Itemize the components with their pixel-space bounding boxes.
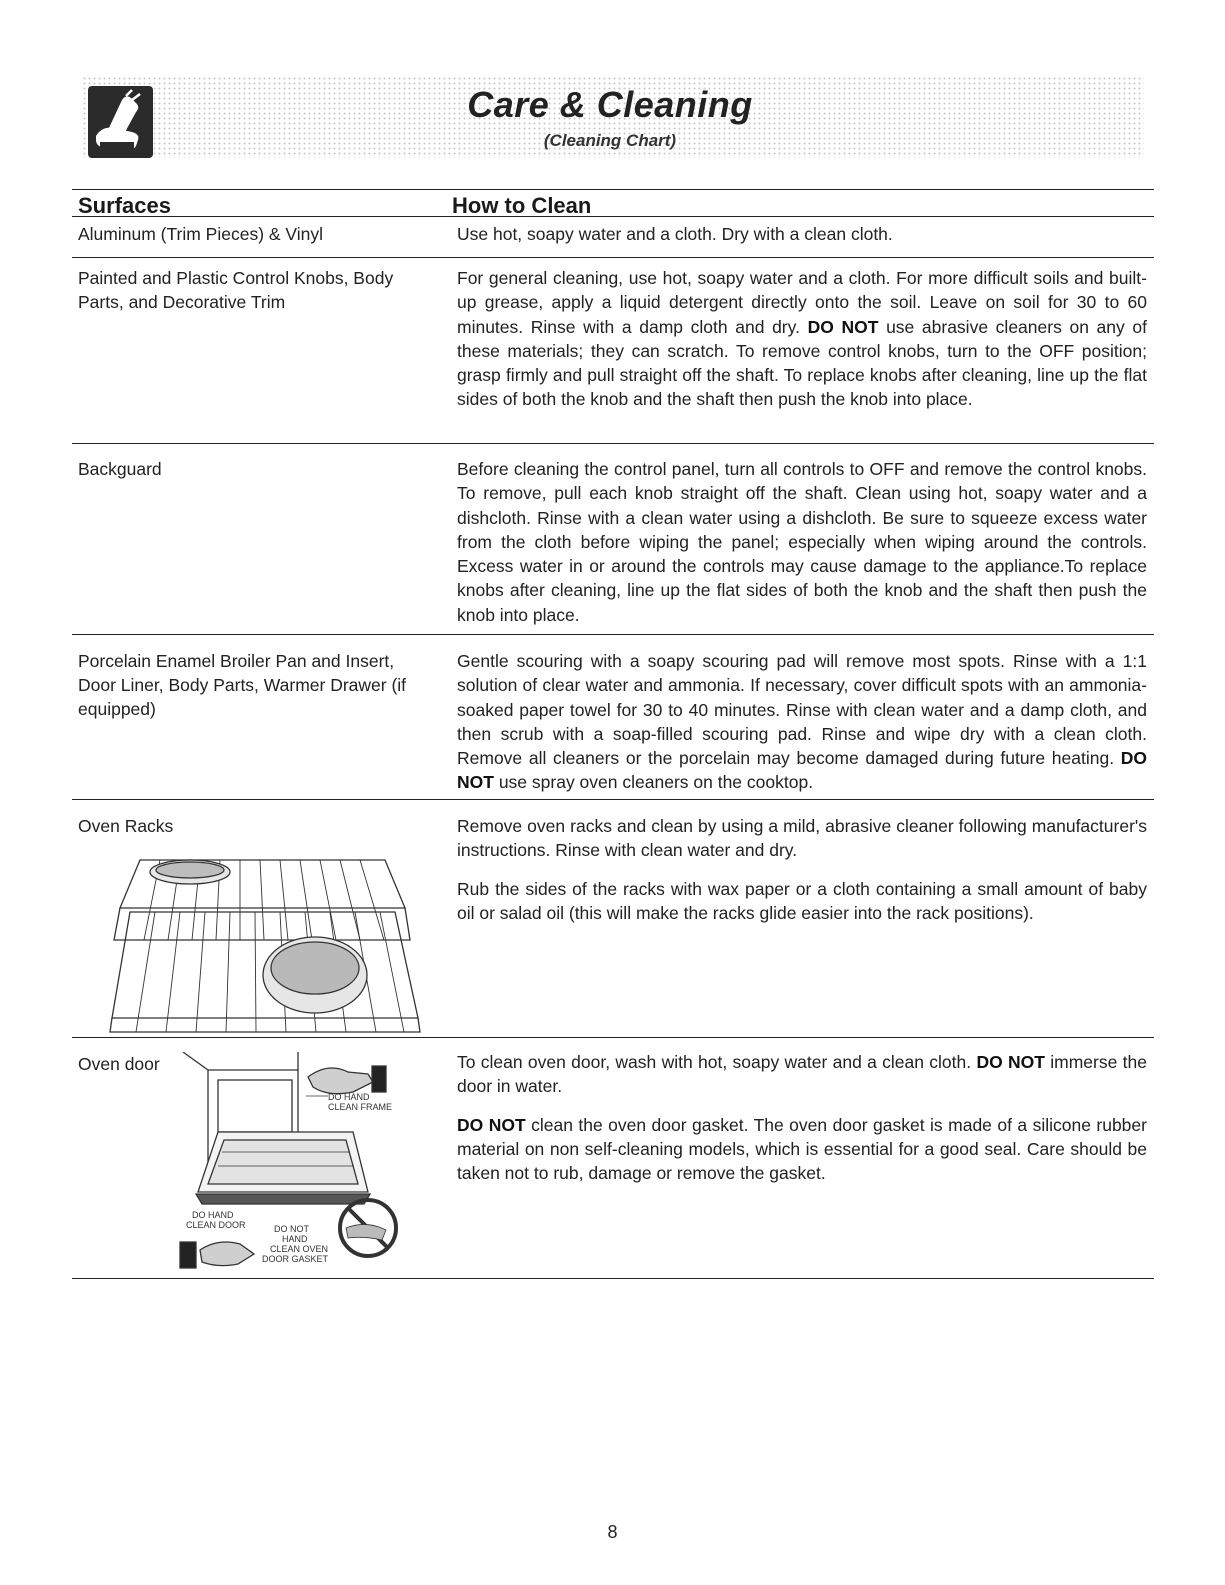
label-no-gasket-2: HAND bbox=[282, 1234, 308, 1244]
how-backguard-text: Before cleaning the control panel, turn all controls to OFF and remove the control knobs. To remove, pull each knob straight off the shaft. Clean using hot, soapy water and a dishcloth. Rinse with a clean water using a dishcloth. Be sure to squeeze excess water from the cloth before wiping the panel; especially when wiping around the controls. Excess water in or around the controls may cause damage to the appliance.To replace knobs after cleaning, line up the flat sides of both the knob and the shaft then push the knob into place. bbox=[457, 459, 1147, 625]
header-rule bbox=[72, 216, 1154, 217]
how-oven-racks bbox=[457, 814, 1147, 925]
how-oven-door-text-3: clean the oven door gasket. The oven door gasket is made of a silicone rubber material on non self-cleaning models, which is essential for a good seal. Care should be taken not to rub, damage or remove the gasket. bbox=[457, 1114, 1147, 1184]
row-divider bbox=[72, 443, 1154, 444]
how-oven-racks-text-2: Rub the sides of the racks with wax paper or a cloth containing a small amount of baby oil or salad oil (this will make the racks glide easier into the rack positions). bbox=[457, 878, 1147, 923]
oven-racks-illustration bbox=[100, 850, 430, 1040]
surface-porcelain-enamel: Porcelain Enamel Broiler Pan and Insert, Door Liner, Body Parts, Warmer Drawer (if equipped) bbox=[78, 651, 407, 719]
surface-control-knobs: Painted and Plastic Control Knobs, Body Parts, and Decorative Trim bbox=[78, 268, 394, 312]
how-oven-door-text-2: immerse the door in water. bbox=[457, 1052, 1147, 1097]
oven-door-illustration bbox=[178, 1052, 418, 1278]
column-header-surfaces: Surfaces bbox=[78, 193, 171, 218]
page-title: Care & Cleaning bbox=[467, 84, 753, 125]
how-backguard bbox=[457, 457, 1147, 627]
warning-do-not: DO NOT bbox=[976, 1052, 1045, 1072]
page-number: 8 bbox=[607, 1522, 618, 1542]
surface-oven-racks: Oven Racks bbox=[78, 816, 174, 836]
how-porcelain-text-2: use spray oven cleaners on the cooktop. bbox=[498, 772, 814, 793]
label-no-gasket-4: DOOR GASKET bbox=[262, 1254, 329, 1264]
how-oven-door-text-1: To clean oven door, wash with hot, soapy water and a clean cloth. bbox=[457, 1052, 972, 1072]
table-top-rule bbox=[72, 189, 1154, 190]
how-porcelain-enamel bbox=[457, 649, 1147, 795]
column-header-how-to-clean: How to Clean bbox=[452, 193, 592, 218]
how-control-knobs-text-2: use abrasive cleaners on any of these materials; they can scratch. To remove control knobs, turn to the OFF position; grasp firmly and pull straight off the shaft. To replace knobs after cleaning, line up the flat sides of both the knob and the shaft then push the knob into place. bbox=[457, 316, 1147, 410]
how-oven-door bbox=[457, 1050, 1147, 1185]
label-no-gasket-3: CLEAN OVEN bbox=[270, 1244, 329, 1254]
how-porcelain-text-1: Gentle scouring with a soapy scouring pad will remove most spots. Rinse with a 1:1 solution of clear water and ammonia. If necessary, cover difficult spots with an ammonia-soaked paper towel for 30 to 40 minutes. Rinse with clean water and a damp cloth, and then scrub with a soap-filled scouring pad. Rinse and wipe dry with a clean cloth. Remove all cleaners or the porcelain may become damaged during future heating. bbox=[457, 651, 1147, 769]
row-divider bbox=[72, 257, 1154, 258]
table-bottom-rule bbox=[72, 1278, 1154, 1279]
page-subtitle: (Cleaning Chart) bbox=[543, 131, 677, 150]
how-aluminum-vinyl bbox=[457, 222, 1147, 246]
warning-do-not: DO NOT bbox=[457, 748, 1147, 793]
label-do-hand-frame-1: DO HAND bbox=[328, 1092, 370, 1102]
hand-cleaning-icon bbox=[88, 86, 153, 158]
label-do-hand-door-1: DO HAND bbox=[192, 1210, 234, 1220]
label-do-hand-frame-2: CLEAN FRAME bbox=[328, 1102, 393, 1112]
row-divider bbox=[72, 634, 1154, 635]
row-divider bbox=[72, 799, 1154, 800]
warning-do-not: DO NOT bbox=[457, 1114, 526, 1135]
row-divider bbox=[72, 1037, 1154, 1038]
surface-oven-door: Oven door bbox=[78, 1054, 160, 1074]
warning-do-not: DO NOT bbox=[807, 316, 879, 337]
surface-aluminum-vinyl: Aluminum (Trim Pieces) & Vinyl bbox=[78, 224, 324, 244]
label-no-gasket-1: DO NOT bbox=[274, 1224, 309, 1234]
how-control-knobs-text-1: For general cleaning, use hot, soapy water and a cloth. For more difficult soils and built-up grease, apply a liquid detergent directly onto the soil. Leave on soil for 30 to 60 minutes. Rinse with a damp cloth and dry. bbox=[457, 268, 1147, 337]
label-do-hand-door-2: CLEAN DOOR bbox=[186, 1220, 246, 1230]
how-control-knobs bbox=[457, 266, 1147, 412]
how-aluminum-vinyl-text: Use hot, soapy water and a cloth. Dry with a clean cloth. bbox=[457, 224, 893, 244]
surface-backguard: Backguard bbox=[78, 459, 162, 479]
how-oven-racks-text-1: Remove oven racks and clean by using a mild, abrasive cleaner following manufacturer's instructions. Rinse with clean water and dry. bbox=[457, 816, 1147, 861]
